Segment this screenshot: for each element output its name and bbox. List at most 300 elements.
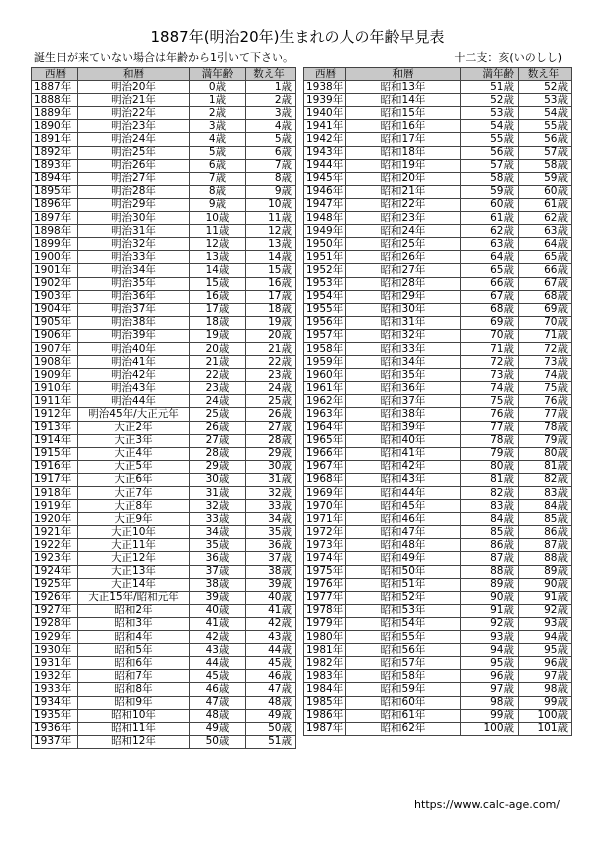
- man-age-cell: 49歳: [190, 722, 246, 735]
- wareki-cell: 昭和49年: [346, 552, 461, 565]
- man-age-cell: 51歳: [461, 81, 519, 94]
- seireki-cell: 1941年: [304, 120, 346, 133]
- seireki-cell: 1915年: [32, 447, 78, 460]
- seireki-cell: 1985年: [304, 696, 346, 709]
- table-row: [304, 473, 572, 486]
- man-age-cell: 31歳: [190, 487, 246, 500]
- table-row: [32, 657, 296, 670]
- kazoe-age-cell: 54歳: [519, 107, 572, 120]
- wareki-cell: 明治41年: [78, 356, 190, 369]
- seireki-cell: 1983年: [304, 670, 346, 683]
- man-age-cell: 1歳: [190, 94, 246, 107]
- man-age-cell: 68歳: [461, 303, 519, 316]
- table-row: [32, 198, 296, 211]
- man-age-cell: 56歳: [461, 146, 519, 159]
- kazoe-age-cell: 81歳: [519, 460, 572, 473]
- table-row: [304, 146, 572, 159]
- man-age-cell: 25歳: [190, 408, 246, 421]
- man-age-cell: 62歳: [461, 225, 519, 238]
- kazoe-age-cell: 32歳: [246, 487, 296, 500]
- man-age-cell: 13歳: [190, 251, 246, 264]
- table-row: [304, 460, 572, 473]
- wareki-cell: 大正4年: [78, 447, 190, 460]
- birthday-note: 誕生日が来ていない場合は年齢から1引いて下さい。: [34, 51, 294, 64]
- seireki-cell: 1919年: [32, 500, 78, 513]
- wareki-cell: 大正9年: [78, 513, 190, 526]
- seireki-cell: 1950年: [304, 238, 346, 251]
- kazoe-age-cell: 67歳: [519, 277, 572, 290]
- man-age-cell: 18歳: [190, 316, 246, 329]
- wareki-cell: 昭和12年: [78, 735, 190, 748]
- man-age-cell: 7歳: [190, 172, 246, 185]
- wareki-cell: 大正6年: [78, 473, 190, 486]
- wareki-cell: 明治20年: [78, 81, 190, 94]
- table-row: [304, 212, 572, 225]
- kazoe-age-cell: 45歳: [246, 657, 296, 670]
- table-row: [304, 225, 572, 238]
- man-age-cell: 46歳: [190, 683, 246, 696]
- man-age-cell: 35歳: [190, 539, 246, 552]
- header-man-age: 満年齢: [461, 68, 519, 81]
- table-row: [304, 578, 572, 591]
- wareki-cell: 昭和54年: [346, 617, 461, 630]
- table-row: [32, 447, 296, 460]
- wareki-cell: 昭和48年: [346, 539, 461, 552]
- man-age-cell: 69歳: [461, 316, 519, 329]
- wareki-cell: 昭和23年: [346, 212, 461, 225]
- man-age-cell: 24歳: [190, 395, 246, 408]
- seireki-cell: 1891年: [32, 133, 78, 146]
- table-row: [304, 670, 572, 683]
- kazoe-age-cell: 44歳: [246, 644, 296, 657]
- wareki-cell: 明治43年: [78, 382, 190, 395]
- seireki-cell: 1986年: [304, 709, 346, 722]
- man-age-cell: 29歳: [190, 460, 246, 473]
- kazoe-age-cell: 82歳: [519, 473, 572, 486]
- kazoe-age-cell: 74歳: [519, 369, 572, 382]
- wareki-cell: 昭和36年: [346, 382, 461, 395]
- man-age-cell: 99歳: [461, 709, 519, 722]
- man-age-cell: 2歳: [190, 107, 246, 120]
- wareki-cell: 昭和45年: [346, 500, 461, 513]
- seireki-cell: 1953年: [304, 277, 346, 290]
- wareki-cell: 昭和43年: [346, 473, 461, 486]
- seireki-cell: 1970年: [304, 500, 346, 513]
- table-row: [32, 133, 296, 146]
- table-row: [304, 316, 572, 329]
- table-row: [304, 133, 572, 146]
- man-age-cell: 67歳: [461, 290, 519, 303]
- wareki-cell: 昭和9年: [78, 696, 190, 709]
- wareki-cell: 昭和60年: [346, 696, 461, 709]
- seireki-cell: 1936年: [32, 722, 78, 735]
- seireki-cell: 1918年: [32, 487, 78, 500]
- wareki-cell: 昭和28年: [346, 277, 461, 290]
- seireki-cell: 1939年: [304, 94, 346, 107]
- kazoe-age-cell: 49歳: [246, 709, 296, 722]
- seireki-cell: 1920年: [32, 513, 78, 526]
- kazoe-age-cell: 17歳: [246, 290, 296, 303]
- table-row: [304, 94, 572, 107]
- kazoe-age-cell: 34歳: [246, 513, 296, 526]
- man-age-cell: 60歳: [461, 198, 519, 211]
- kazoe-age-cell: 25歳: [246, 395, 296, 408]
- wareki-cell: 昭和22年: [346, 198, 461, 211]
- seireki-cell: 1987年: [304, 722, 346, 735]
- kazoe-age-cell: 20歳: [246, 329, 296, 342]
- kazoe-age-cell: 29歳: [246, 447, 296, 460]
- man-age-cell: 45歳: [190, 670, 246, 683]
- seireki-cell: 1958年: [304, 342, 346, 355]
- seireki-cell: 1948年: [304, 212, 346, 225]
- man-age-cell: 3歳: [190, 120, 246, 133]
- kazoe-age-cell: 50歳: [246, 722, 296, 735]
- kazoe-age-cell: 10歳: [246, 198, 296, 211]
- kazoe-age-cell: 63歳: [519, 225, 572, 238]
- table-row: [304, 604, 572, 617]
- wareki-cell: 昭和55年: [346, 631, 461, 644]
- kazoe-age-cell: 69歳: [519, 303, 572, 316]
- wareki-cell: 昭和3年: [78, 617, 190, 630]
- seireki-cell: 1911年: [32, 395, 78, 408]
- man-age-cell: 44歳: [190, 657, 246, 670]
- kazoe-age-cell: 42歳: [246, 617, 296, 630]
- kazoe-age-cell: 73歳: [519, 356, 572, 369]
- kazoe-age-cell: 87歳: [519, 539, 572, 552]
- kazoe-age-cell: 77歳: [519, 408, 572, 421]
- man-age-cell: 27歳: [190, 434, 246, 447]
- kazoe-age-cell: 98歳: [519, 683, 572, 696]
- kazoe-age-cell: 95歳: [519, 644, 572, 657]
- kazoe-age-cell: 53歳: [519, 94, 572, 107]
- seireki-cell: 1896年: [32, 198, 78, 211]
- wareki-cell: 明治32年: [78, 238, 190, 251]
- wareki-cell: 昭和40年: [346, 434, 461, 447]
- kazoe-age-cell: 56歳: [519, 133, 572, 146]
- kazoe-age-cell: 26歳: [246, 408, 296, 421]
- kazoe-age-cell: 24歳: [246, 382, 296, 395]
- man-age-cell: 95歳: [461, 657, 519, 670]
- wareki-cell: 明治34年: [78, 264, 190, 277]
- kazoe-age-cell: 92歳: [519, 604, 572, 617]
- kazoe-age-cell: 14歳: [246, 251, 296, 264]
- wareki-cell: 昭和47年: [346, 526, 461, 539]
- man-age-cell: 50歳: [190, 735, 246, 748]
- table-row: [304, 369, 572, 382]
- table-row: [32, 107, 296, 120]
- seireki-cell: 1944年: [304, 159, 346, 172]
- seireki-cell: 1956年: [304, 316, 346, 329]
- man-age-cell: 43歳: [190, 644, 246, 657]
- man-age-cell: 54歳: [461, 120, 519, 133]
- seireki-cell: 1902年: [32, 277, 78, 290]
- wareki-cell: 昭和58年: [346, 670, 461, 683]
- wareki-cell: 大正3年: [78, 434, 190, 447]
- table-row: [32, 473, 296, 486]
- wareki-cell: 明治21年: [78, 94, 190, 107]
- wareki-cell: 昭和11年: [78, 722, 190, 735]
- wareki-cell: 大正15年/昭和元年: [78, 591, 190, 604]
- kazoe-age-cell: 55歳: [519, 120, 572, 133]
- table-row: [32, 617, 296, 630]
- kazoe-age-cell: 7歳: [246, 159, 296, 172]
- man-age-cell: 83歳: [461, 500, 519, 513]
- man-age-cell: 21歳: [190, 356, 246, 369]
- seireki-cell: 1890年: [32, 120, 78, 133]
- site-url: https://www.calc-age.com/: [414, 798, 560, 811]
- man-age-cell: 65歳: [461, 264, 519, 277]
- man-age-cell: 55歳: [461, 133, 519, 146]
- kazoe-age-cell: 86歳: [519, 526, 572, 539]
- wareki-cell: 昭和24年: [346, 225, 461, 238]
- table-row: [304, 185, 572, 198]
- seireki-cell: 1906年: [32, 329, 78, 342]
- man-age-cell: 97歳: [461, 683, 519, 696]
- kazoe-age-cell: 100歳: [519, 709, 572, 722]
- kazoe-age-cell: 28歳: [246, 434, 296, 447]
- seireki-cell: 1977年: [304, 591, 346, 604]
- man-age-cell: 17歳: [190, 303, 246, 316]
- table-row: [304, 421, 572, 434]
- man-age-cell: 9歳: [190, 198, 246, 211]
- kazoe-age-cell: 88歳: [519, 552, 572, 565]
- wareki-cell: 昭和31年: [346, 316, 461, 329]
- kazoe-age-cell: 33歳: [246, 500, 296, 513]
- wareki-cell: 昭和13年: [346, 81, 461, 94]
- seireki-cell: 1975年: [304, 565, 346, 578]
- table-row: [304, 159, 572, 172]
- wareki-cell: 明治44年: [78, 395, 190, 408]
- seireki-cell: 1889年: [32, 107, 78, 120]
- seireki-cell: 1979年: [304, 617, 346, 630]
- table-row: [304, 303, 572, 316]
- man-age-cell: 87歳: [461, 552, 519, 565]
- table-row: [32, 487, 296, 500]
- wareki-cell: 昭和18年: [346, 146, 461, 159]
- kazoe-age-cell: 21歳: [246, 342, 296, 355]
- man-age-cell: 86歳: [461, 539, 519, 552]
- kazoe-age-cell: 76歳: [519, 395, 572, 408]
- seireki-cell: 1928年: [32, 617, 78, 630]
- table-row: [304, 513, 572, 526]
- seireki-cell: 1949年: [304, 225, 346, 238]
- man-age-cell: 16歳: [190, 290, 246, 303]
- table-row: [304, 722, 572, 735]
- kazoe-age-cell: 13歳: [246, 238, 296, 251]
- table-row: [32, 159, 296, 172]
- table-row: [32, 290, 296, 303]
- table-row: [32, 696, 296, 709]
- man-age-cell: 75歳: [461, 395, 519, 408]
- seireki-cell: 1937年: [32, 735, 78, 748]
- man-age-cell: 40歳: [190, 604, 246, 617]
- man-age-cell: 19歳: [190, 329, 246, 342]
- wareki-cell: 昭和42年: [346, 460, 461, 473]
- table-row: [32, 683, 296, 696]
- kazoe-age-cell: 18歳: [246, 303, 296, 316]
- wareki-cell: 昭和46年: [346, 513, 461, 526]
- wareki-cell: 昭和5年: [78, 644, 190, 657]
- wareki-cell: 昭和14年: [346, 94, 461, 107]
- kazoe-age-cell: 96歳: [519, 657, 572, 670]
- wareki-cell: 昭和61年: [346, 709, 461, 722]
- kazoe-age-cell: 62歳: [519, 212, 572, 225]
- wareki-cell: 昭和7年: [78, 670, 190, 683]
- table-header-row: [32, 68, 296, 81]
- wareki-cell: 昭和4年: [78, 631, 190, 644]
- man-age-cell: 20歳: [190, 342, 246, 355]
- wareki-cell: 明治39年: [78, 329, 190, 342]
- seireki-cell: 1929年: [32, 631, 78, 644]
- seireki-cell: 1957年: [304, 329, 346, 342]
- header-wareki: 和暦: [78, 68, 190, 81]
- seireki-cell: 1974年: [304, 552, 346, 565]
- kazoe-age-cell: 83歳: [519, 487, 572, 500]
- seireki-cell: 1952年: [304, 264, 346, 277]
- man-age-cell: 14歳: [190, 264, 246, 277]
- seireki-cell: 1887年: [32, 81, 78, 94]
- table-row: [304, 487, 572, 500]
- seireki-cell: 1954年: [304, 290, 346, 303]
- seireki-cell: 1897年: [32, 212, 78, 225]
- kazoe-age-cell: 6歳: [246, 146, 296, 159]
- man-age-cell: 79歳: [461, 447, 519, 460]
- table-row: [304, 251, 572, 264]
- seireki-cell: 1922年: [32, 539, 78, 552]
- wareki-cell: 昭和15年: [346, 107, 461, 120]
- man-age-cell: 98歳: [461, 696, 519, 709]
- table-row: [304, 696, 572, 709]
- table-row: [304, 591, 572, 604]
- man-age-cell: 4歳: [190, 133, 246, 146]
- table-row: [32, 709, 296, 722]
- wareki-cell: 昭和6年: [78, 657, 190, 670]
- man-age-cell: 63歳: [461, 238, 519, 251]
- seireki-cell: 1900年: [32, 251, 78, 264]
- wareki-cell: 昭和8年: [78, 683, 190, 696]
- seireki-cell: 1927年: [32, 604, 78, 617]
- table-row: [304, 120, 572, 133]
- man-age-cell: 72歳: [461, 356, 519, 369]
- seireki-cell: 1938年: [304, 81, 346, 94]
- kazoe-age-cell: 65歳: [519, 251, 572, 264]
- table-row: [304, 290, 572, 303]
- kazoe-age-cell: 80歳: [519, 447, 572, 460]
- wareki-cell: 明治40年: [78, 342, 190, 355]
- table-row: [32, 146, 296, 159]
- man-age-cell: 64歳: [461, 251, 519, 264]
- table-row: [32, 172, 296, 185]
- seireki-cell: 1914年: [32, 434, 78, 447]
- header-seireki: 西暦: [32, 68, 78, 81]
- seireki-cell: 1908年: [32, 356, 78, 369]
- table-row: [32, 120, 296, 133]
- wareki-cell: 明治25年: [78, 146, 190, 159]
- seireki-cell: 1981年: [304, 644, 346, 657]
- wareki-cell: 昭和50年: [346, 565, 461, 578]
- kazoe-age-cell: 52歳: [519, 81, 572, 94]
- table-row: [32, 251, 296, 264]
- seireki-cell: 1972年: [304, 526, 346, 539]
- seireki-cell: 1971年: [304, 513, 346, 526]
- table-row: [32, 81, 296, 94]
- seireki-cell: 1904年: [32, 303, 78, 316]
- wareki-cell: 明治29年: [78, 198, 190, 211]
- kazoe-age-cell: 85歳: [519, 513, 572, 526]
- seireki-cell: 1926年: [32, 591, 78, 604]
- table-row: [304, 644, 572, 657]
- seireki-cell: 1925年: [32, 578, 78, 591]
- kazoe-age-cell: 94歳: [519, 631, 572, 644]
- man-age-cell: 37歳: [190, 565, 246, 578]
- kazoe-age-cell: 9歳: [246, 185, 296, 198]
- man-age-cell: 53歳: [461, 107, 519, 120]
- wareki-cell: 昭和52年: [346, 591, 461, 604]
- kazoe-age-cell: 41歳: [246, 604, 296, 617]
- kazoe-age-cell: 47歳: [246, 683, 296, 696]
- wareki-cell: 大正5年: [78, 460, 190, 473]
- table-row: [304, 198, 572, 211]
- seireki-cell: 1976年: [304, 578, 346, 591]
- kazoe-age-cell: 60歳: [519, 185, 572, 198]
- man-age-cell: 94歳: [461, 644, 519, 657]
- table-row: [304, 107, 572, 120]
- man-age-cell: 15歳: [190, 277, 246, 290]
- seireki-cell: 1932年: [32, 670, 78, 683]
- kazoe-age-cell: 39歳: [246, 578, 296, 591]
- wareki-cell: 昭和34年: [346, 356, 461, 369]
- man-age-cell: 33歳: [190, 513, 246, 526]
- table-row: [304, 434, 572, 447]
- man-age-cell: 41歳: [190, 617, 246, 630]
- kazoe-age-cell: 31歳: [246, 473, 296, 486]
- kazoe-age-cell: 97歳: [519, 670, 572, 683]
- kazoe-age-cell: 70歳: [519, 316, 572, 329]
- table-row: [32, 735, 296, 748]
- seireki-cell: 1923年: [32, 552, 78, 565]
- kazoe-age-cell: 79歳: [519, 434, 572, 447]
- kazoe-age-cell: 48歳: [246, 696, 296, 709]
- kazoe-age-cell: 23歳: [246, 369, 296, 382]
- wareki-cell: 昭和39年: [346, 421, 461, 434]
- wareki-cell: 昭和59年: [346, 683, 461, 696]
- seireki-cell: 1910年: [32, 382, 78, 395]
- seireki-cell: 1947年: [304, 198, 346, 211]
- kazoe-age-cell: 43歳: [246, 631, 296, 644]
- wareki-cell: 明治31年: [78, 225, 190, 238]
- table-row: [32, 644, 296, 657]
- man-age-cell: 42歳: [190, 631, 246, 644]
- kazoe-age-cell: 78歳: [519, 421, 572, 434]
- table-row: [304, 329, 572, 342]
- seireki-cell: 1909年: [32, 369, 78, 382]
- kazoe-age-cell: 40歳: [246, 591, 296, 604]
- table-row: [32, 303, 296, 316]
- seireki-cell: 1935年: [32, 709, 78, 722]
- kazoe-age-cell: 71歳: [519, 329, 572, 342]
- table-row: [304, 683, 572, 696]
- man-age-cell: 57歳: [461, 159, 519, 172]
- table-row: [32, 578, 296, 591]
- seireki-cell: 1964年: [304, 421, 346, 434]
- man-age-cell: 85歳: [461, 526, 519, 539]
- kazoe-age-cell: 16歳: [246, 277, 296, 290]
- seireki-cell: 1969年: [304, 487, 346, 500]
- man-age-cell: 6歳: [190, 159, 246, 172]
- table-row: [32, 225, 296, 238]
- seireki-cell: 1982年: [304, 657, 346, 670]
- seireki-cell: 1946年: [304, 185, 346, 198]
